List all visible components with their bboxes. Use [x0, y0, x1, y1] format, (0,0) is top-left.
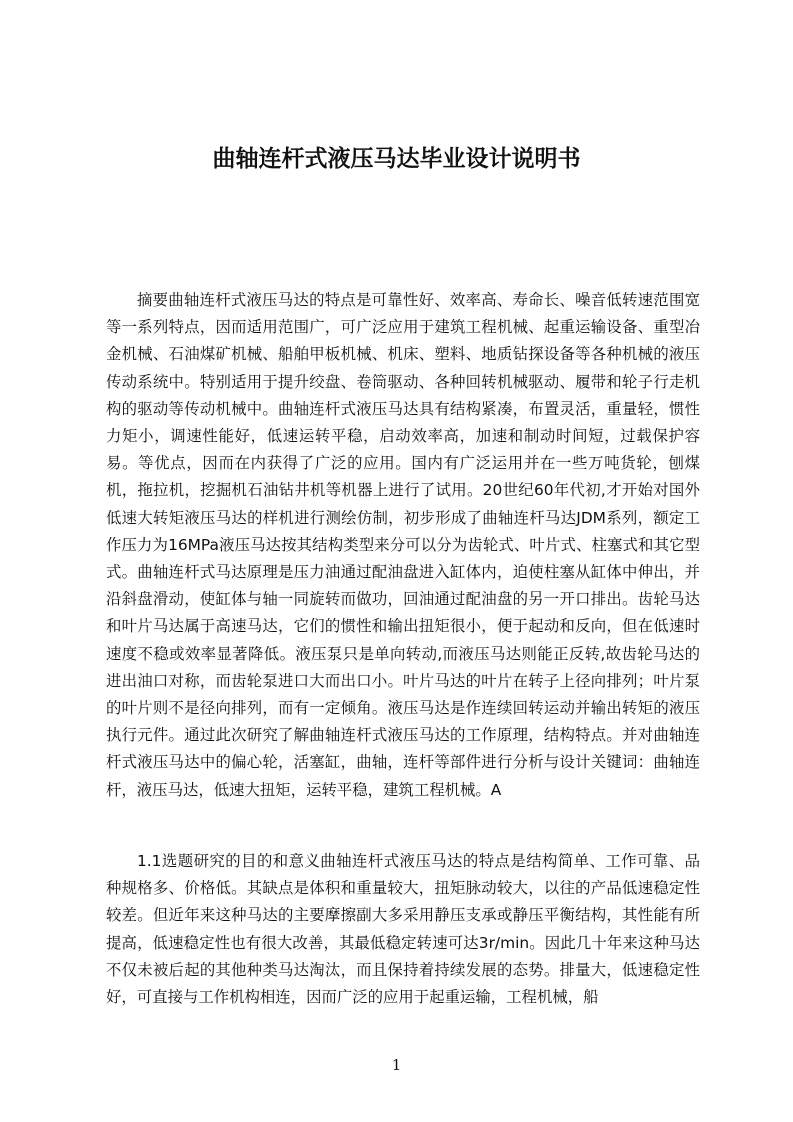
document-title: 曲轴连杆式液压马达毕业设计说明书 — [212, 146, 581, 172]
abstract-paragraph: 摘要曲轴连杆式液压马达的特点是可靠性好、效率高、寿命长、噪音低转速范围宽等一系列特点，因而适用范围广，可广泛应用于建筑工程机械、起重运输设备、重型冶金机械、石油煤矿机械、船舶甲板机械、机床、塑料、地质钻探设备等各种机械的液压传动系统中。特别适用于提升绞盘、卷筒驱动、各种回转机械驱动、履带和轮子行走机构的驱动等传动机械中。曲轴连杆式液压马达具有结构紧凑，布置灵活，重量轻，惯性力矩小，调速性能好，低速运转平稳，启动效率高，加速和制动时间短，过载保护容易。等优点，因而在内获得了广泛的应用。国内有广泛运用并在一些万吨货轮，刨煤机，拖拉机，挖掘机石油钻井机等机器上进行了试用。20世纪60年代初,才开始对国外低速大转矩液压马达的样机进行测绘仿制，初步形成了曲轴连杆马达JDM系列，额定工作压力为16MPa液压马达按其结构类型来分可以分为齿轮式、叶片式、柱塞式和其它型式。曲轴连杆式马达原理是压力油通过配油盘进入缸体内，迫使柱塞从缸体中伸出，并沿斜盘滑动，使缸体与轴一同旋转而做功，回油通过配油盘的另一开口排出。齿轮马达和叶片马达属于高速马达，它们的惯性和输出扭矩很小，便于起动和反向，但在低速时速度不稳或效率显著降低。液压泵只是单向转动,而液压马达则能正反转,故齿轮马达的进出油口对称，而齿轮泵进口大而出口小。叶片马达的叶片在转子上径向排列；叶片泵的叶片则不是径向排列，而有一定倾角。液压马达是作连续回转运动并输出转矩的液压执行元件。通过此次研究了解曲轴连杆式液压马达的工作原理，结构特点。并对曲轴连杆式液压马达中的偏心轮，活塞缸，曲轴，连杆等部件进行分析与设计关键词：曲轴连杆，液压马达，低速大扭矩，运转平稳，建筑工程机械。A — [106, 291, 700, 799]
section-1-1-paragraph: 1.1选题研究的目的和意义曲轴连杆式液压马达的特点是结构简单、工作可靠、品种规格多、价格低。其缺点是体积和重量较大，扭矩脉动较大，以往的产品低速稳定性较差。但近年来这种马达的主要摩擦副大多采用静压支承或静压平衡结构，其性能有所提高，低速稳定性也有很大改善，其最低稳定转速可达3r/min。因此几十年来这种马达不仅未被后起的其他种类马达淘汰，而且保持着持续发展的态势。排量大，低速稳定性好，可直接与工作机构相连，因而广泛的应用于起重运输，工程机械，船 — [106, 852, 700, 1007]
page-number: 1 — [391, 1056, 402, 1074]
